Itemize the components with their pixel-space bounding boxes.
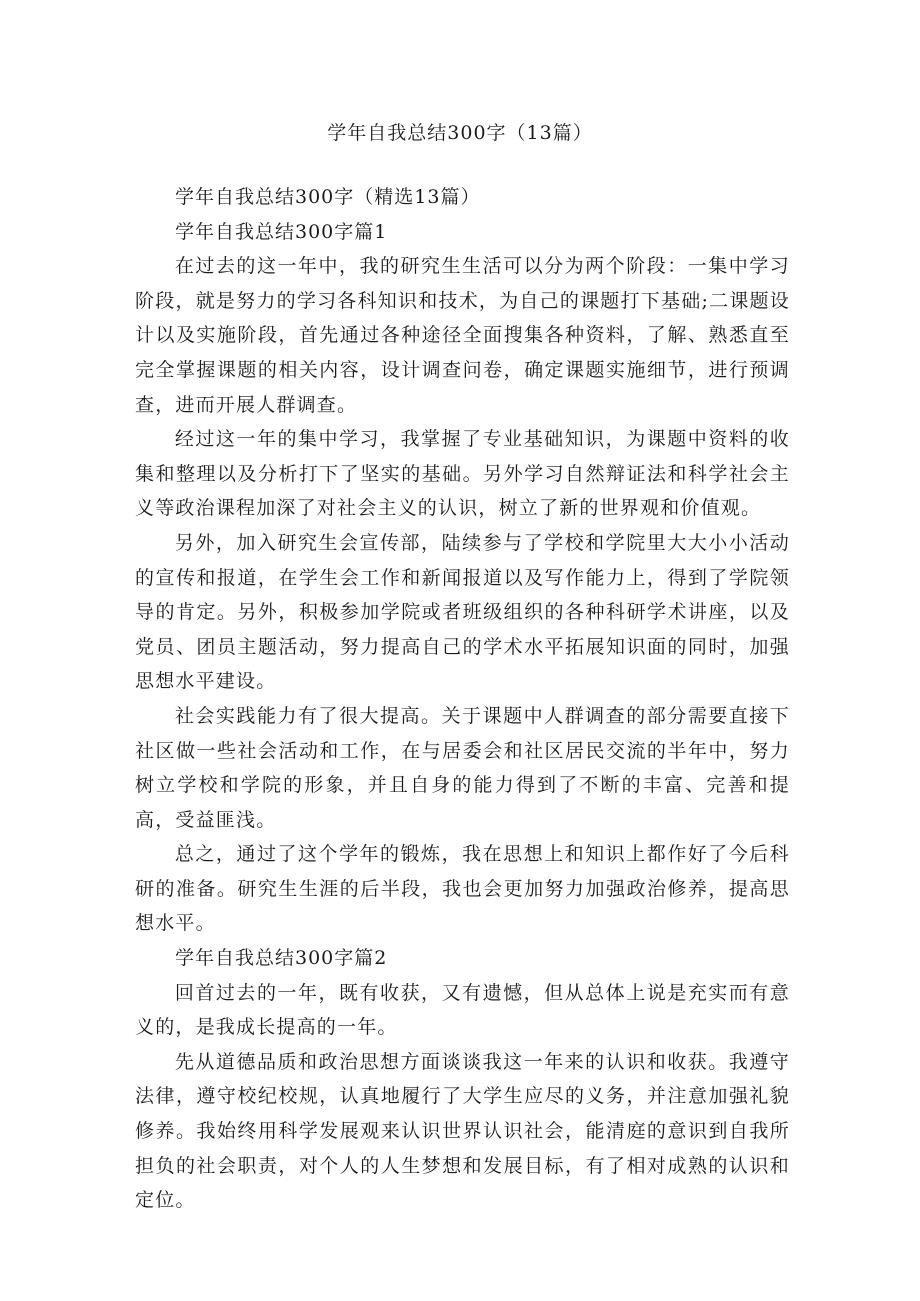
document-title: 学年自我总结300字（13篇） bbox=[327, 122, 593, 144]
section-heading-1: 学年自我总结300字篇1 bbox=[175, 220, 388, 243]
paragraph: 回首过去的一年，既有收获，又有遗憾，但从总体上说是充实而有意义的，是我成长提高的一年。 bbox=[135, 981, 790, 1039]
paragraph: 另外，加入研究生会宣传部，陆续参与了学校和学院里大大小小活动的宣传和报道，在学生会工作和新闻报道以及写作能力上，得到了学院领导的肯定。另外，积极参加学院或者班级组织的各种科研学术讲座，以及党员、团员主题活动，努力提高自己的学术水平拓展知识面的同时，加强思想水平建设。 bbox=[135, 531, 790, 693]
paragraph: 先从道德品质和政治思想方面谈谈我这一年来的认识和收获。我遵守法律，遵守校纪校规，认真地履行了大学生应尽的义务，并注意加强礼貌修养。我始终用科学发展观来认识世界认识社会，能清庭的意识到自我所担负的社会职责，对个人的人生梦想和发展目标，有了相对成熟的认识和定位。 bbox=[135, 1050, 790, 1212]
paragraph: 在过去的这一年中，我的研究生生活可以分为两个阶段：一集中学习阶段，就是努力的学习各科知识和技术，为自己的课题打下基础;二课题设计以及实施阶段，首先通过各种途径全面搜集各种资料，了解、熟悉直至完全掌握课题的相关内容，设计调查问卷，确定课题实施细节，进行预调查，进而开展人群调查。 bbox=[135, 255, 790, 416]
document-subtitle: 学年自我总结300字（精选13篇） bbox=[175, 186, 481, 208]
section-heading-2: 学年自我总结300字篇2 bbox=[175, 947, 388, 970]
document-body bbox=[135, 180, 790, 1218]
paragraph: 经过这一年的集中学习，我掌握了专业基础知识，为课题中资料的收集和整理以及分析打下了坚实的基础。另外学习自然辩证法和科学社会主义等政治课程加深了对社会主义的认识，树立了新的世界观和价值观。 bbox=[135, 428, 790, 520]
paragraph: 社会实践能力有了很大提高。关于课题中人群调查的部分需要直接下社区做一些社会活动和工作，在与居委会和社区居民交流的半年中，努力树立学校和学院的形象，并且自身的能力得到了不断的丰富、完善和提高，受益匪浅。 bbox=[135, 704, 790, 831]
paragraph: 总之，通过了这个学年的锻炼，我在思想上和知识上都作好了今后科研的准备。研究生生涯的后半段，我也会更加努力加强政治修养，提高思想水平。 bbox=[135, 843, 790, 935]
